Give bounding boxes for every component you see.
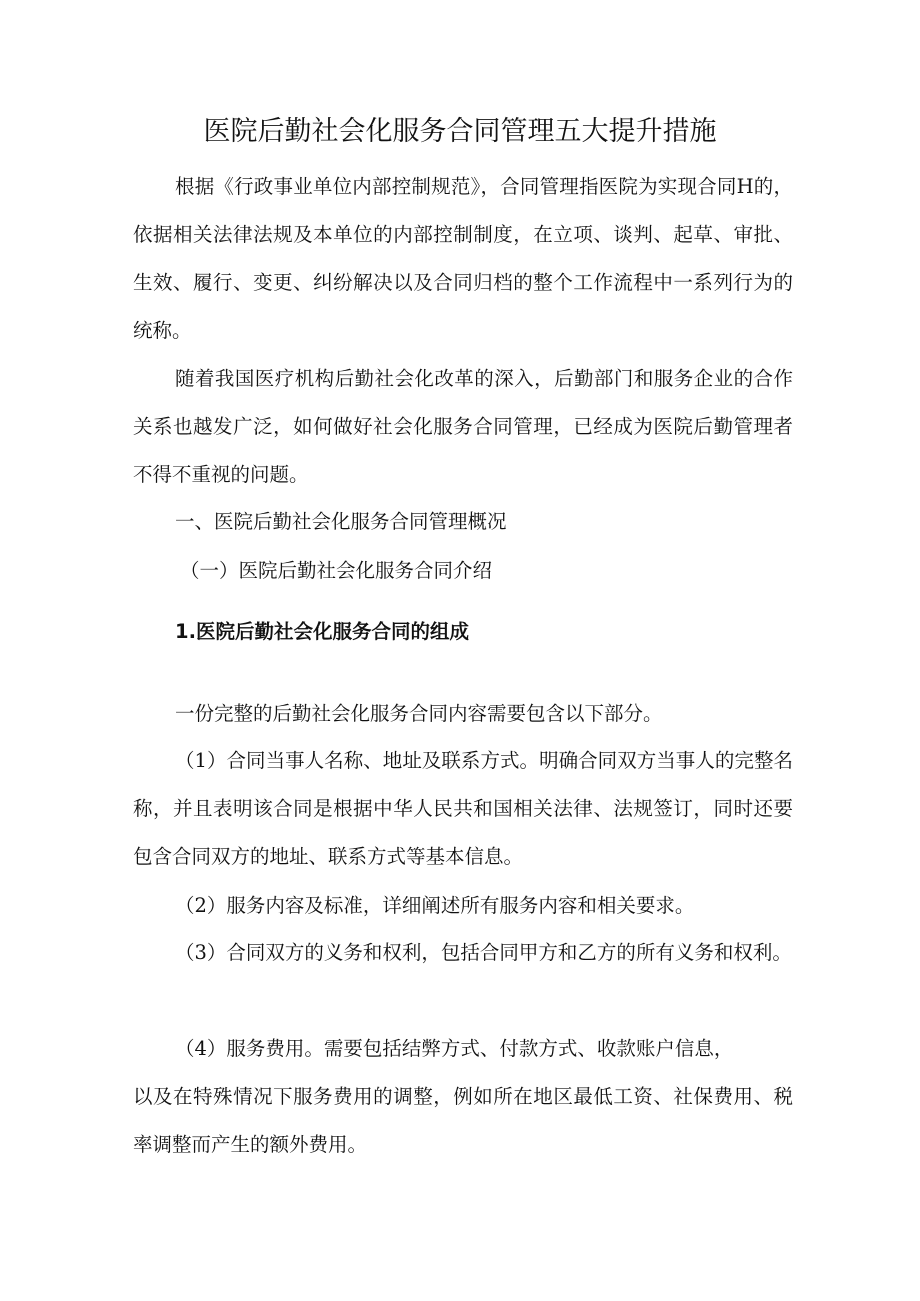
intro-paragraph-1: 根据《行政事业单位内部控制规范》，合同管理指医院为实现合同H的，依据相关法律法规及本单位的内部控制制度，在立项、谈判、起草、审批、生效、履行、变更、纠纷解决以及合同归档的整个工作流程中一系列行为的统称。 (133, 175, 793, 342)
lead-sentence: 一份完整的后勤社会化服务合同内容需要包含以下部分。 (175, 702, 663, 725)
list-item-4: （4）服务费用。需要包括结弊方式、付款方式、收款账户信息， (175, 1037, 734, 1060)
subsection-heading-1: （一）医院后勤社会化服务合同介绍 (180, 559, 493, 582)
section-heading-1: 一、医院后勤社会化服务合同管理概况 (175, 510, 507, 533)
document-title: 医院后勤社会化服务合同管理五大提升措施 (203, 116, 717, 147)
list-item-2: （2）服务内容及标准，详细阐述所有服务内容和相关要求。 (175, 894, 695, 917)
list-item-4-continuation: 以及在特殊情况下服务费用的调整，例如所在地区最低工资、社保费用、税率调整而产生的额外费用。 (133, 1085, 793, 1156)
intro-paragraph-2: 随着我国医疗机构后勤社会化改革的深入，后勤部门和服务企业的合作关系也越发广泛，如何做好社会化服务合同管理，已经成为医院后勤管理者不得不重视的问题。 (133, 367, 793, 486)
subsubsection-heading-1: 1.医院后勤社会化服务合同的组成 (175, 620, 469, 643)
list-item-3: （3）合同双方的义务和权利，包括合同甲方和乙方的所有义务和权利。 (175, 941, 792, 964)
list-item-1: （1）合同当事人名称、地址及联系方式。明确合同双方当事人的完整名称，并且表明该合同是根据中华人民共和国相关法律、法规签订，同时还要包含合同双方的地址、联系方式等基本信息。 (133, 749, 793, 868)
